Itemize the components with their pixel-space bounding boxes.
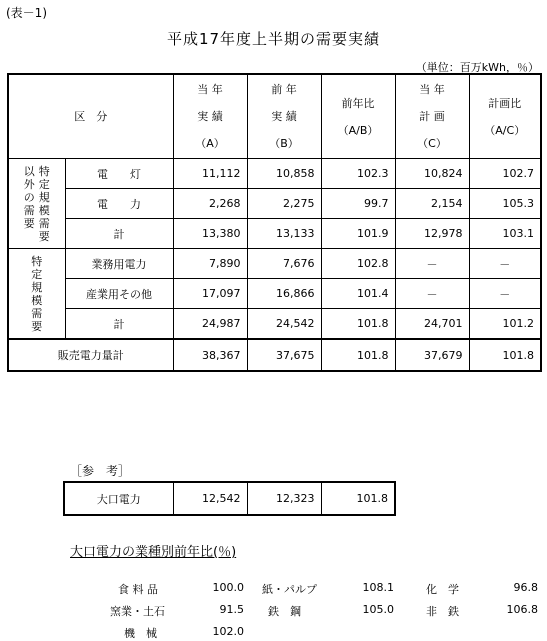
industry-label: 機 械 — [124, 627, 157, 640]
reference-label: 大口電力 — [64, 482, 173, 515]
header-kubun: 区 分 — [8, 74, 173, 159]
industry-value: 100.0 — [212, 581, 244, 594]
industry-label: 非 鉄 — [426, 605, 459, 618]
total-label: 販売電力量計 — [8, 339, 173, 371]
group1-label-col2: 以 外 の 需 要 — [23, 164, 35, 230]
table-row: 特 定 規 模 需 要 以 外 の 需 要 電 灯 11,112 10,858 102.3 10,824 102.7 — [8, 159, 541, 189]
industry-value: 106.8 — [506, 603, 538, 616]
row-label: 業務用電力 — [65, 249, 173, 279]
row-label: 計 — [65, 309, 173, 340]
industry-value: 91.5 — [219, 603, 244, 616]
page-title: 平成17年度上半期の需要実績 — [166, 30, 381, 48]
industry-value: 102.0 — [212, 625, 244, 638]
industry-label: 鉄 鋼 — [268, 605, 301, 618]
row-label: 電 灯 — [65, 159, 173, 189]
header-col-ab: 前年比 （A/B） — [321, 74, 395, 159]
table-header-row — [8, 74, 541, 159]
demand-table — [7, 73, 542, 372]
industry-label: 窯業・土石 — [110, 605, 165, 618]
unit-label: （単位：百万kWh，％） — [415, 61, 539, 74]
table-row: 計 24,987 24,542 101.8 24,701 101.2 — [8, 309, 541, 340]
total-row: 販売電力量計 38,367 37,675 101.8 37,679 101.8 — [8, 339, 541, 371]
table-number-label: (表－1) — [6, 6, 47, 20]
reference-heading: ［参 考］ — [70, 464, 131, 478]
header-col-b: 前 年 実 績 （B） — [247, 74, 321, 159]
group2-label-col: 特 定 規 模 需 要 — [31, 254, 43, 333]
table-row: 特 定 規 模 需 要 業務用電力 7,890 7,676 102.8 － － — [8, 249, 541, 279]
table-row: 産業用その他 17,097 16,866 101.4 － － — [8, 279, 541, 309]
header-col-ac: 計画比 （A/C） — [469, 74, 541, 159]
header-col-a: 当 年 実 績 （A） — [173, 74, 247, 159]
industry-label: 化 学 — [426, 583, 459, 596]
industry-value: 108.1 — [362, 581, 394, 594]
table-row: 電 力 2,268 2,275 99.7 2,154 105.3 — [8, 189, 541, 219]
table-row: 大口電力 12,542 12,323 101.8 — [64, 482, 395, 515]
table-row: 計 13,380 13,133 101.9 12,978 103.1 — [8, 219, 541, 249]
industry-value: 96.8 — [513, 581, 538, 594]
row-label: 電 力 — [65, 189, 173, 219]
industry-heading: 大口電力の業種別前年比(％) — [70, 545, 237, 560]
industry-label: 紙・パルプ — [262, 583, 317, 596]
row-label: 計 — [65, 219, 173, 249]
reference-table — [63, 481, 396, 516]
group2-label — [8, 249, 65, 340]
industry-label: 食 料 品 — [118, 583, 158, 596]
header-col-c: 当 年 計 画 （C） — [395, 74, 469, 159]
group1-label-col1: 特 定 規 模 需 要 — [38, 164, 50, 243]
row-label: 産業用その他 — [65, 279, 173, 309]
group1-label — [8, 159, 65, 249]
industry-value: 105.0 — [362, 603, 394, 616]
